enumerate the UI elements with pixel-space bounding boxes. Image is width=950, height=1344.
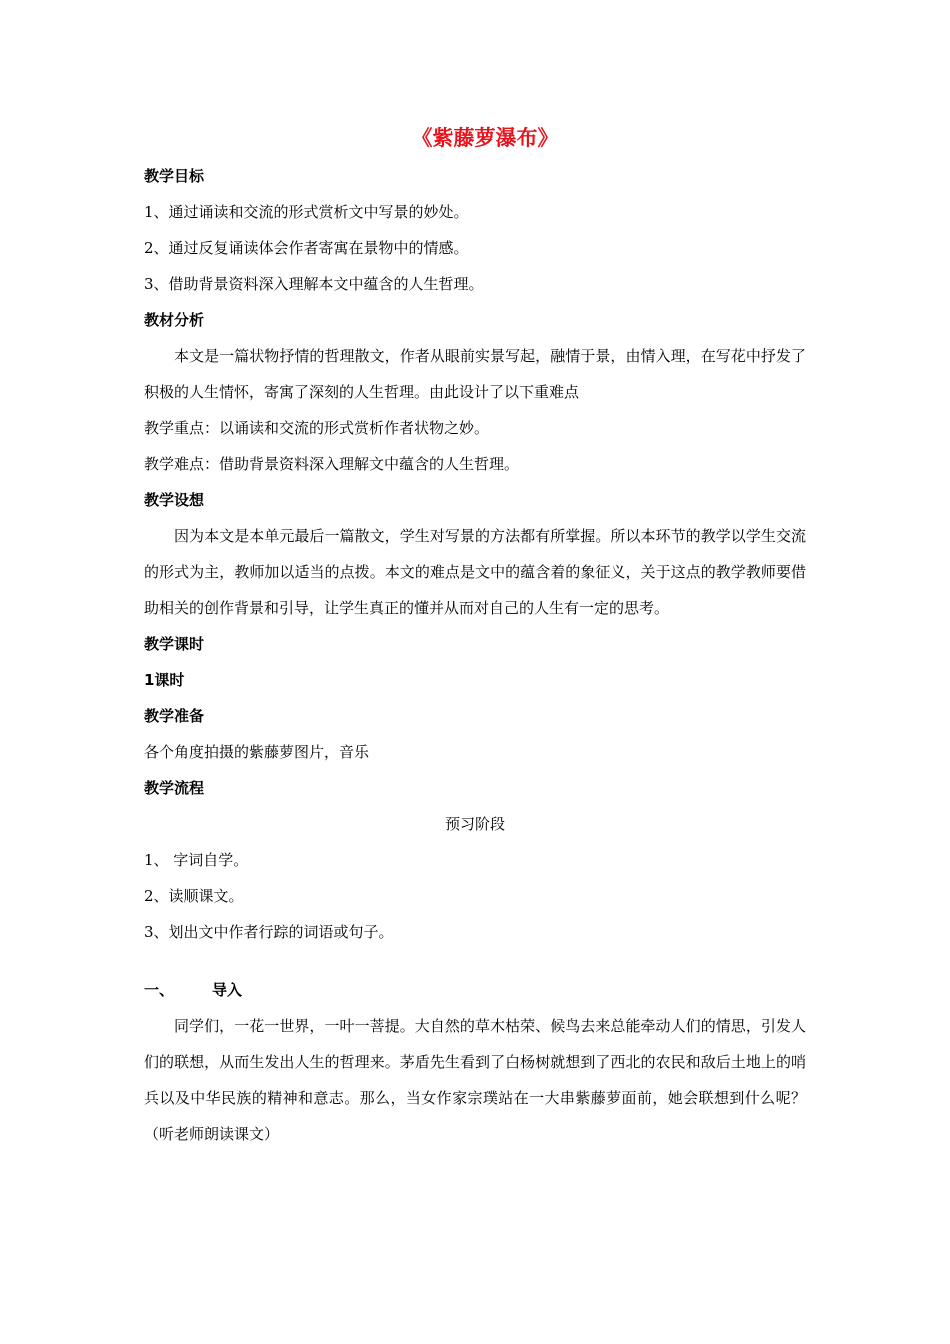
document-page	[144, 118, 806, 1152]
goal-item-3: 3、借助背景资料深入理解本文中蕴含的人生哲理。	[144, 275, 484, 293]
process-heading: 教学流程	[144, 779, 205, 797]
prep-value: 各个角度拍摄的紫藤萝图片，音乐	[144, 743, 370, 761]
process-item-1: 1、 字词自学。	[144, 851, 249, 869]
intro-number: 一、	[144, 981, 175, 999]
process-item-3: 3、划出文中作者行踪的词语或句子。	[144, 923, 394, 941]
intro-title: 导入	[212, 981, 243, 999]
analysis-heading: 教材分析	[144, 311, 205, 329]
goal-item-1: 1、通过诵读和交流的形式赏析文中写景的妙处。	[144, 203, 469, 221]
design-heading: 教学设想	[144, 491, 205, 509]
hours-heading: 教学课时	[144, 635, 205, 653]
design-paragraph: 因为本文是本单元最后一篇散文，学生对写景的方法都有所掌握。所以本环节的教学以学生交流的形式为主，教师加以适当的点拨。本文的难点是文中的蕴含着的象征义，关于这点的教学教师要借助相关的创作背景和引导，让学生真正的懂并从而对自己的人生有一定的思考。	[144, 527, 806, 617]
process-item-2: 2、读顺课文。	[144, 887, 244, 905]
key-point: 教学重点：以诵读和交流的形式赏析作者状物之妙。	[144, 419, 490, 437]
process-stage: 预习阶段	[444, 815, 505, 833]
intro-heading	[144, 972, 806, 1008]
spacer	[144, 950, 806, 972]
goal-item-2: 2、通过反复诵读体会作者寄寓在景物中的情感。	[144, 239, 469, 257]
hours-value: 1课时	[144, 671, 185, 689]
prep-heading: 教学准备	[144, 707, 205, 725]
document-title: 《紫藤萝瀑布》	[411, 126, 559, 150]
analysis-paragraph: 本文是一篇状物抒情的哲理散文，作者从眼前实景写起，融情于景，由情入理，在写花中抒发了积极的人生情怀，寄寓了深刻的人生哲理。由此设计了以下重难点	[144, 347, 806, 401]
intro-paragraph: 同学们，一花一世界，一叶一菩提。大自然的草木枯荣、候鸟去来总能牵动人们的情思，引发人们的联想，从而生发出人生的哲理来。茅盾先生看到了白杨树就想到了西北的农民和敌后土地上的哨兵以及中华民族的精神和意志。那么，当女作家宗璞站在一大串紫藤萝面前，她会联想到什么呢？（听老师朗读课文）	[144, 1017, 806, 1143]
goals-heading: 教学目标	[144, 167, 205, 185]
difficult-point: 教学难点：借助背景资料深入理解文中蕴含的人生哲理。	[144, 455, 520, 473]
